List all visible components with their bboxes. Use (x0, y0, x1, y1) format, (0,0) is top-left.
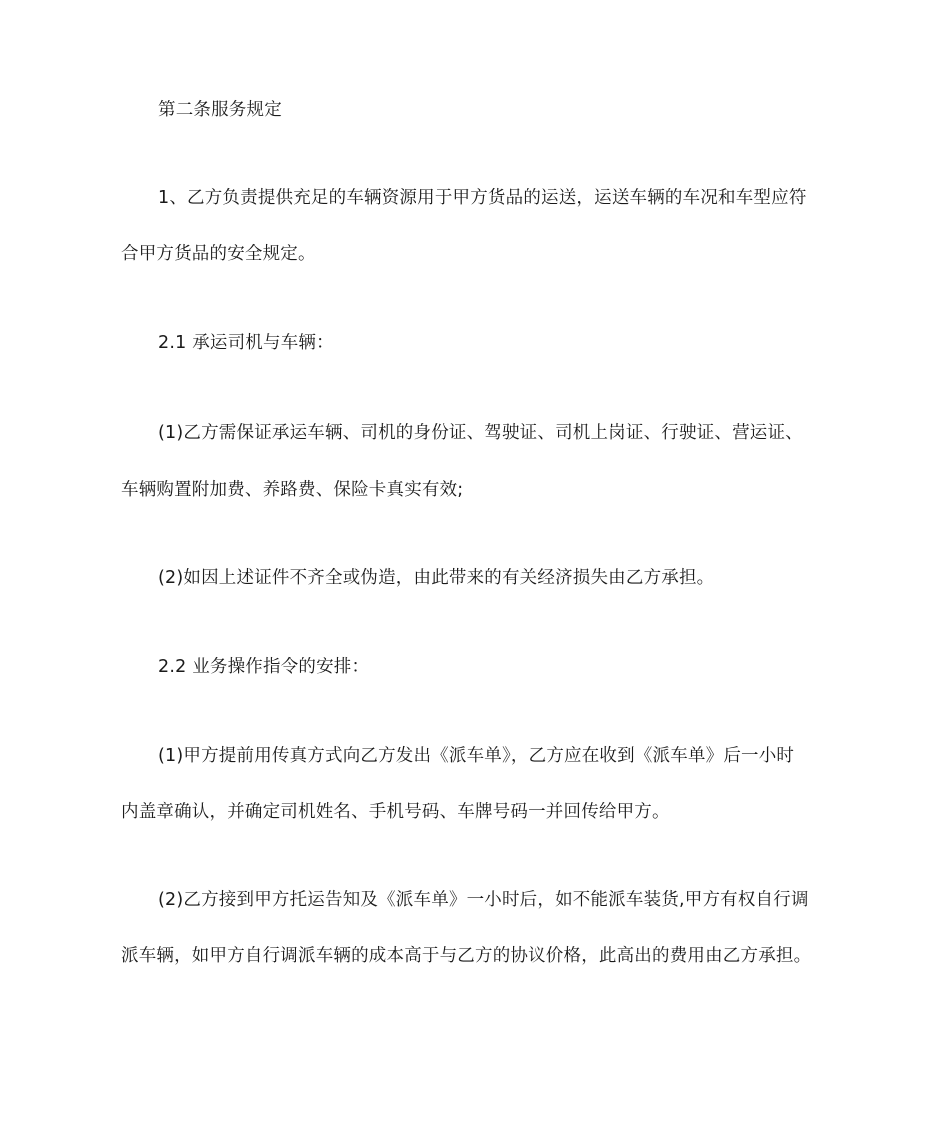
section-2-1-title: 2.1 承运司机与车辆： (158, 333, 334, 353)
section-2-1-item-2: (2)如因上述证件不齐全或伪造，由此带来的有关经济损失由乙方承担。 (158, 568, 715, 588)
clause-1-line-2: 合甲方货品的安全规定。 (121, 244, 316, 264)
section-2-2-item-2-line-2: 派车辆，如甲方自行调派车辆的成本高于与乙方的协议价格，此高出的费用由乙方承担。 (121, 946, 812, 966)
section-heading: 第二条服务规定 (158, 100, 282, 120)
clause-1-line-1: 1、乙方负责提供充足的车辆资源用于甲方货品的运送，运送车辆的车况和车型应符 (158, 188, 807, 208)
section-2-2-item-1-line-1: (1)甲方提前用传真方式向乙方发出《派车单》，乙方应在收到《派车单》后一小时 (158, 746, 795, 766)
section-2-1-item-1-line-2: 车辆购置附加费、养路费、保险卡真实有效; (121, 480, 464, 500)
section-2-2-item-2-line-1: (2)乙方接到甲方托运告知及《派车单》一小时后，如不能派车装货,甲方有权自行调 (158, 890, 809, 910)
section-2-1-item-1-line-1: (1)乙方需保证承运车辆、司机的身份证、驾驶证、司机上岗证、行驶证、营运证、 (158, 423, 803, 443)
section-2-2-item-1-line-2: 内盖章确认，并确定司机姓名、手机号码、车牌号码一并回传给甲方。 (121, 802, 670, 822)
section-2-2-title: 2.2 业务操作指令的安排： (158, 657, 370, 677)
